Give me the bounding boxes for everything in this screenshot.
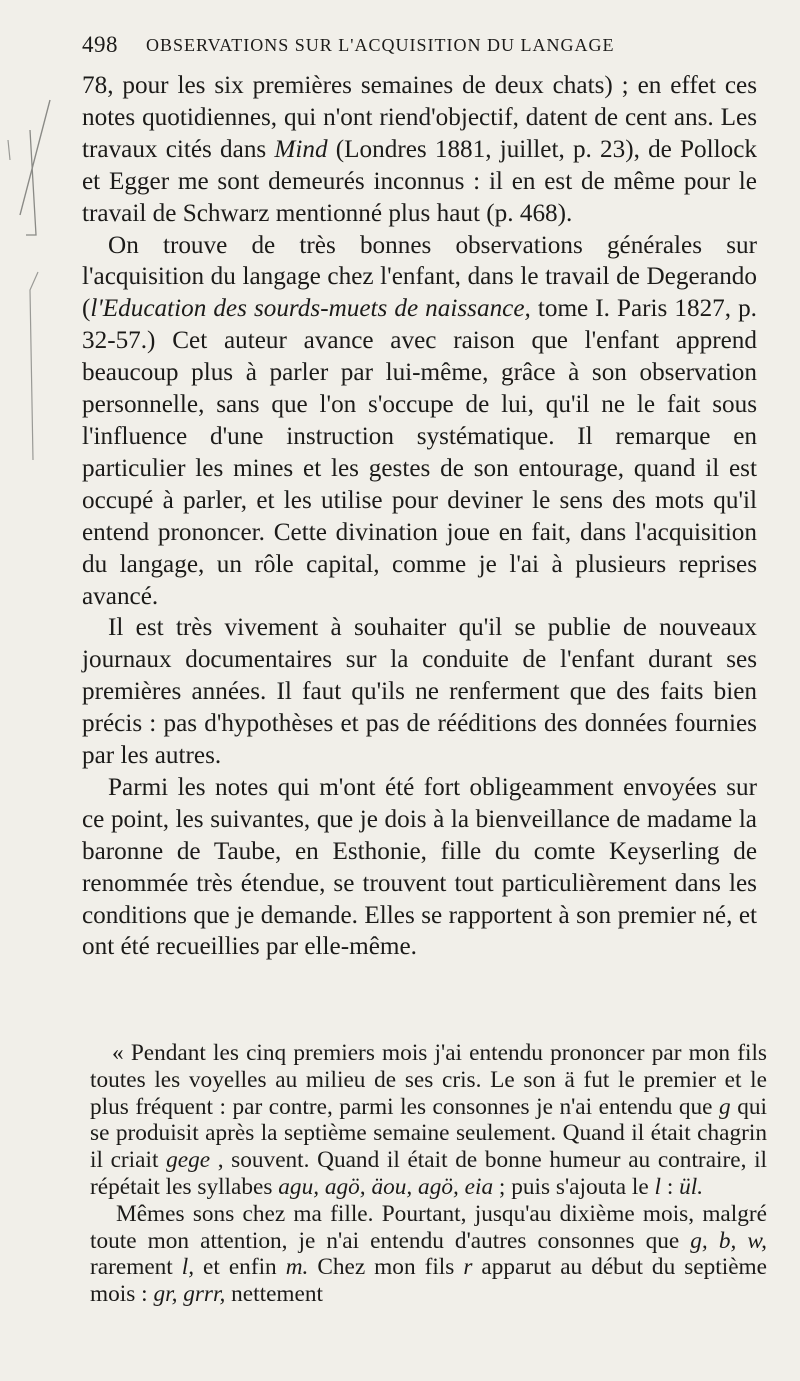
- book-title: l'Education des sourds-muets de naissance,: [90, 295, 531, 323]
- quote-text: « Pendant les cinq premiers mois j'ai entendu prononcer par mon fils toutes les voyelles au milieu de ses cris. Le son ä fut le premier et le plus fréquent : par contre, parmi les consonnes je n'ai entendu que: [90, 1040, 767, 1120]
- quote-text: qui se produisit après la septième semaine seulement. Quand il était chagrin il criait: [90, 1093, 767, 1174]
- paragraph-3: Il est très vivement à souhaiter qu'il se publie de nouveaux journaux documentaires sur la conduite de l'enfant durant ses premières années. Il faut qu'ils ne renferment que des faits bien précis : pas d'hypothèses et pas de rééditions des données fournies par les autres.: [82, 614, 757, 770]
- quote-emphasis: gege: [166, 1147, 211, 1174]
- paragraph-1: 78, pour les six premières semaines de deux chats) ; en effet ces notes quotidiennes, qui n'ont riend'objectif, datent de cent ans. Les travaux cités dans Mind (Londres 1881, juillet, p. 23), de Pollock et Egger me sont demeurés inconnus : il en est de même pour le travail de Schwarz mentionné plus haut (p. 468).: [82, 72, 758, 227]
- quote-emphasis: agu, agö, äou, agö, eia: [278, 1173, 494, 1200]
- quote-text: Chez mon fils: [308, 1254, 464, 1281]
- quote-text: :: [661, 1173, 680, 1200]
- emphasis: Mind: [274, 135, 328, 163]
- quote-emphasis: ül.: [679, 1173, 704, 1200]
- quoted-notes: [90, 1040, 767, 1308]
- paragraph-4: Parmi les notes qui m'ont été fort obligeamment envoyées sur ce point, les suivantes, que je dois à la bienveillance de madame la baronne de Taube, en Esthonie, fille du comte Keyserling de renommée très étendue, se trouvent tout particulièrement dans les conditions que je demande. Elles se rapportent à son premier né, et ont été recueillies par elle-même.: [82, 773, 757, 961]
- quote-emphasis: r: [463, 1254, 473, 1281]
- quote-text: rarement: [90, 1254, 182, 1281]
- quote-text: et enfin: [194, 1254, 286, 1281]
- pencil-margin-mark: [0, 0, 60, 480]
- main-text: [82, 70, 757, 963]
- page-number: 498: [82, 32, 118, 57]
- running-header: [82, 32, 702, 62]
- quote-paragraph-1: [90, 1040, 767, 1201]
- quote-text: , souvent. Quand il était de bonne humeur au contraire, il répétait les syllabes: [90, 1147, 768, 1200]
- quote-text: apparut au début du septième mois :: [90, 1254, 768, 1308]
- paragraph-2: On trouve de très bonnes observations générales sur l'acquisition du langage chez l'enfant, dans le travail de Degerando (l'Education des sourds-muets de naissance, tome I. Paris 1827, p. 32-57.) Cet auteur avance avec raison que l'enfant apprend beaucoup plus à parler par lui-même, grâce à son observation personnelle, sans que l'on s'occupe de lui, qu'il ne le fait sous l'influence d'une instruction systématique. Il remarque en particulier les mines et les gestes de son entourage, quand il est occupé à parler, et les utilise pour deviner le sens des mots qu'il entend prononcer. Cette divination joue en fait, dans l'acquisition du langage, un rôle capital, comme je l'ai à plusieurs reprises avancé.: [82, 231, 757, 610]
- quote-emphasis: g: [719, 1093, 731, 1120]
- quote-emphasis: l: [654, 1173, 662, 1200]
- quote-text: nettement: [225, 1281, 323, 1308]
- quote-emphasis: gr, grrr,: [153, 1281, 226, 1308]
- quote-text: Mêmes sons chez ma fille. Pourtant, jusqu'au dixième mois, malgré toute mon attention, je n'ai entendu d'autres consonnes que: [90, 1200, 767, 1254]
- quote-emphasis: l,: [181, 1254, 195, 1281]
- running-title: OBSERVATIONS SUR L'ACQUISITION DU LANGAGE: [146, 35, 615, 55]
- quote-emphasis: m.: [285, 1254, 309, 1281]
- quote-emphasis: g, b, w,: [690, 1227, 767, 1254]
- quote-paragraph-2: [90, 1201, 767, 1308]
- quote-text: ; puis s'ajouta le: [493, 1173, 655, 1200]
